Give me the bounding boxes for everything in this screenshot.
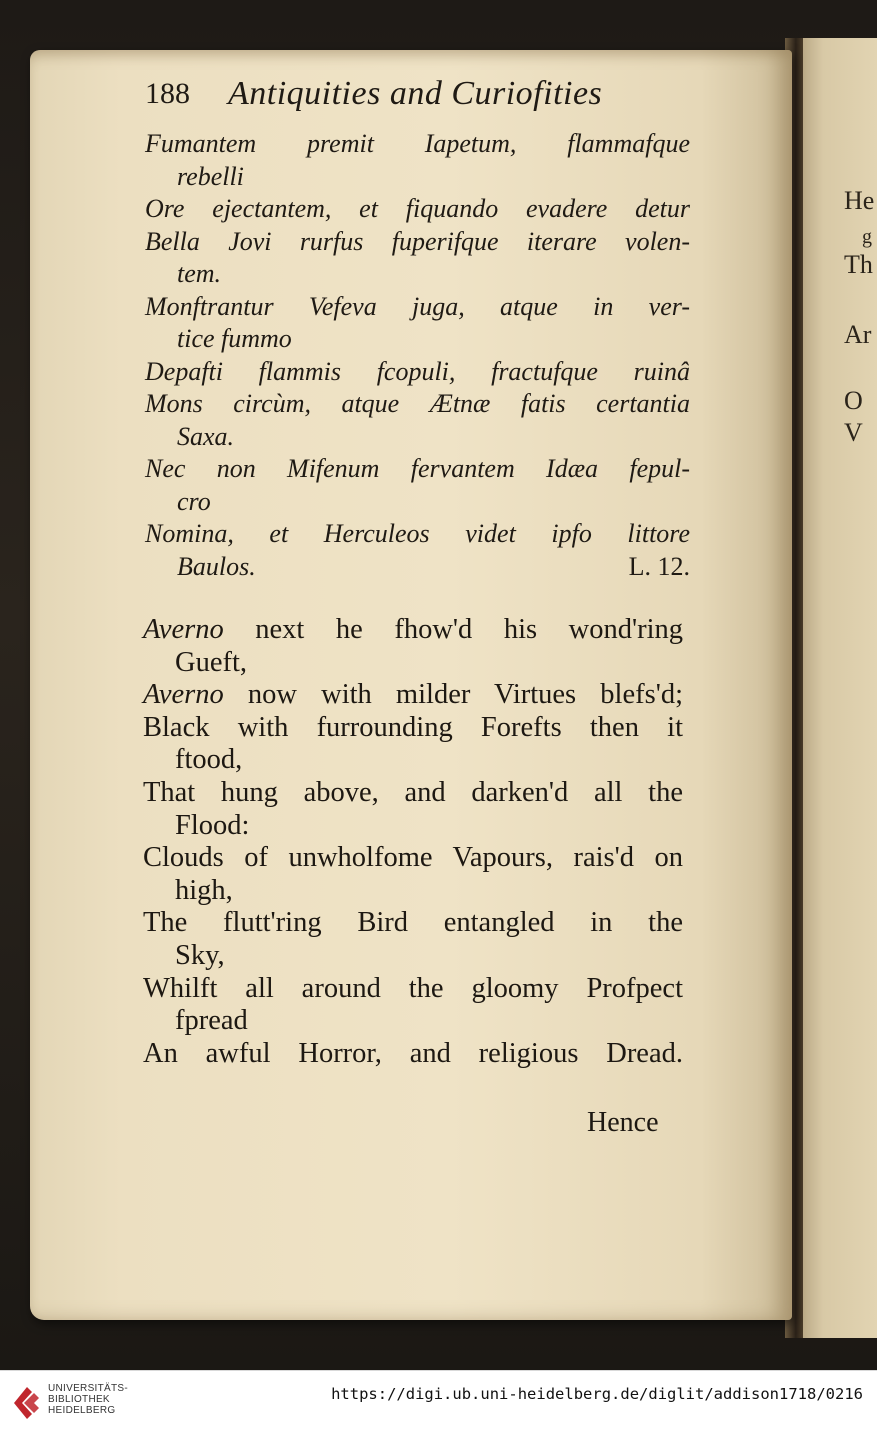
verse-line: Monftrantur Vefeva juga, atque in ver- [145,291,690,321]
adjacent-fragment: V [844,418,863,447]
page-number: 188 [145,77,190,110]
latin-verse-block [145,128,690,583]
verse-line-continuation: Gueft, [175,646,248,678]
adjacent-fragment: Th [844,250,873,279]
permalink-url[interactable]: https://digi.ub.uni-heidelberg.de/diglit/addison1718/0216 [331,1385,863,1403]
institution-line: HEIDELBERG [48,1405,116,1416]
adjacent-fragment: g [862,226,872,248]
verse-line-continuation: Flood: [175,809,250,841]
verse-line: Ore ejectantem, et fiquando evadere detur [145,194,690,223]
verse-line-continuation: Saxa. [177,421,235,451]
verse-line-continuation: ftood, [175,744,243,776]
verse-line: Fumantem premit Iapetum, flammafque [145,129,690,158]
adjacent-page [800,38,877,1338]
citation: L. 12. [628,551,690,581]
verse-line-continuation: cro [177,486,211,516]
verse-line: Depafti flammis fcopuli, fractufque ruinâ [145,356,690,386]
italic-word: Averno [143,614,224,645]
verse-line-continuation: tice fummo [177,324,292,353]
verse-line: Black with furrounding Forefts then it [143,711,683,743]
verse-line-continuation: rebelli [177,161,244,191]
institution-name [48,1383,128,1416]
verse-line: Nec non Mifenum fervantem Idæa fepul- [145,454,690,483]
verse-line: Nomina, et Herculeos videt ipfo littore [145,519,690,548]
footer-bar [0,1370,877,1434]
institution-line: UNIVERSITÄTS- [48,1383,129,1394]
verse-line-continuation: Baulos. [177,551,256,581]
verse-line: Clouds of unwholfome Vapours, rais'd on [143,842,683,874]
english-verse-block [143,614,683,1070]
verse-line-continuation: tem. [177,259,222,288]
verse-line-continuation: Sky, [175,939,225,971]
italic-word: Averno [143,679,224,711]
verse-line: An awful Horror, and religious Dread. [143,1037,683,1069]
verse-text: now with milder Virtues blefs'd; [247,679,683,711]
adjacent-fragment: He [844,186,875,215]
verse-line: That hung above, and darken'd all the [143,776,683,808]
verse-line-continuation: high, [175,874,233,906]
running-title: Antiquities and Curiofities [228,75,603,112]
catchword: Hence [587,1107,659,1138]
verse-line [143,614,683,647]
university-logo-icon [10,1381,44,1423]
verse-line: Bella Jovi rurfus fuperifque iterare volen- [145,226,690,256]
page-header [145,75,685,115]
verse-line: Whilft all around the gloomy Profpect [143,972,683,1004]
verse-line: Mons circùm, atque Ætnæ fatis certantia [145,389,690,418]
verse-final-line [145,551,690,584]
verse-text: next he fhow'd his wond'ring [255,614,684,645]
verse-line-continuation: fpread [175,1005,248,1037]
verse-line [143,679,683,712]
adjacent-fragment: Ar [844,320,872,349]
adjacent-fragment: O [844,386,863,415]
institution-line: BIBLIOTHEK [48,1394,110,1405]
verse-line: The flutt'ring Bird entangled in the [143,907,683,939]
